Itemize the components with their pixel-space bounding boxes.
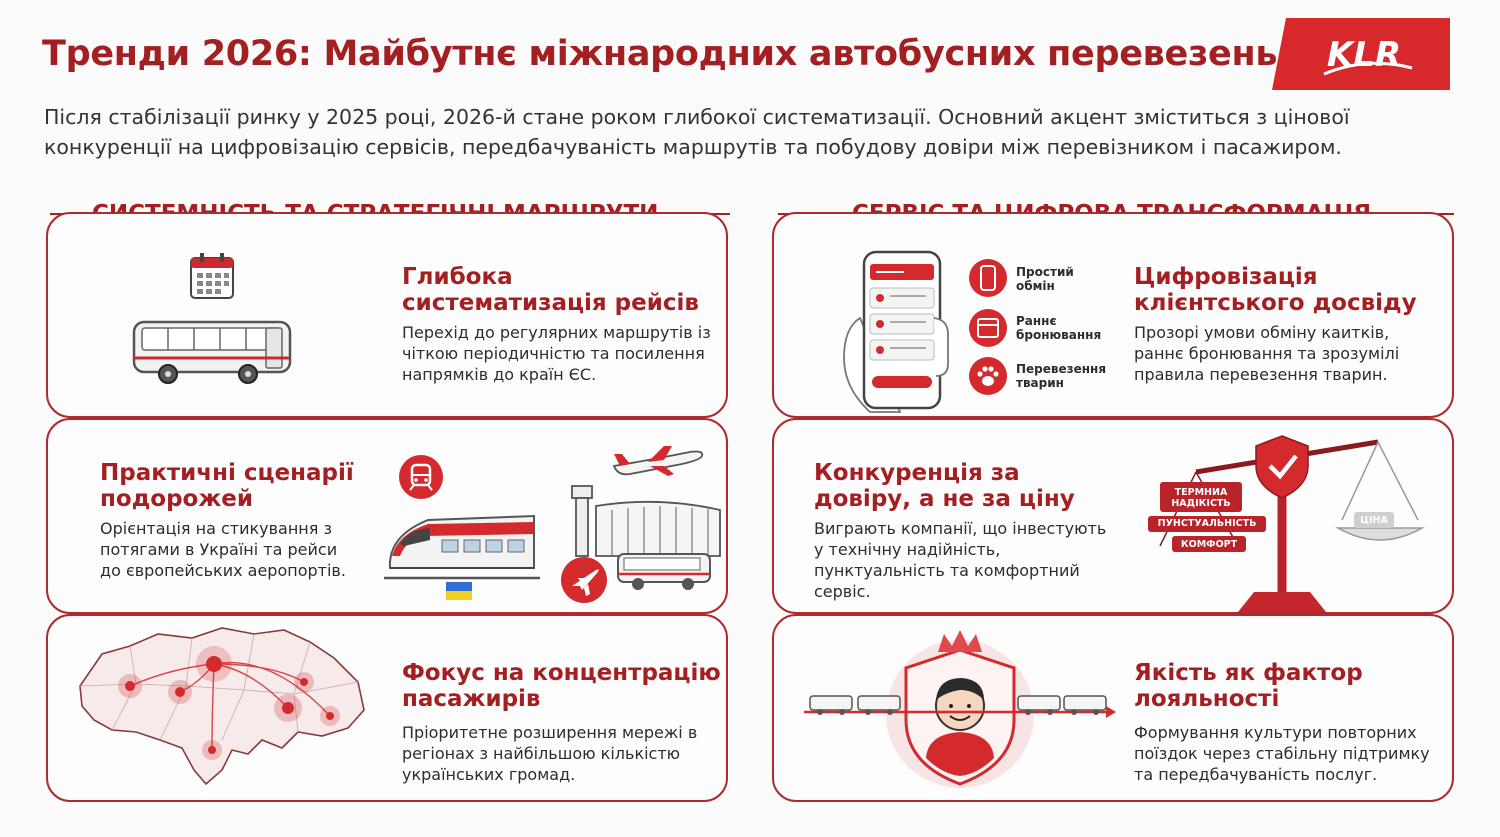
- loyalty-illustration: [800, 628, 1120, 788]
- train-badge-icon: [398, 454, 444, 500]
- card-digitalization-text: Прозорі умови обміну каитків, раннє бронювання та зрозумілі правила перевезення тварин.: [1134, 323, 1400, 384]
- scale-punctuality: ПУНСТУАЛЬНІСТЬ: [1157, 518, 1257, 529]
- smartphone-icon: [830, 248, 960, 416]
- calendar-icon: [968, 308, 1008, 348]
- card-passenger-focus-text: Пріоритетне розширення мережі в регіонах з найбільшою кількістю українських громад.: [402, 723, 698, 784]
- klr-logo: [1272, 18, 1450, 90]
- card-travel-scenarios-text: Орієнтація на стикування з потягами в Україні та рейси до європейських аеропортів.: [100, 519, 346, 580]
- intro-paragraph: Після стабілізації ринку у 2025 році, 2026-й стане роком глибокої систематизації. Основний акцент зміститься з цінової конкуренції на цифровізацію сервісів, передбачуваність маршрутів та побудову довіри між перевізником і пасажиром.: [44, 105, 1350, 159]
- bus-icon: [132, 318, 296, 384]
- page-title: Тренди 2026: Майбутнє міжнародних автобусних перевезень: [42, 34, 1278, 74]
- logo-text: KLR: [1326, 35, 1402, 75]
- card-systematization-text: Перехід до регулярних маршрутів із чіткою періодичністю та посилення напрямків до країн ЄС.: [402, 323, 711, 384]
- paw-icon: [968, 356, 1008, 396]
- airport-icon: [558, 470, 724, 556]
- train-icon: [384, 506, 542, 584]
- ukraine-map-icon: [72, 624, 368, 790]
- scale-price: ЦІНА: [1360, 515, 1388, 526]
- bus-icon: [616, 552, 714, 592]
- card-quality-loyalty-text: Формування культури повторних поїздок через стабільну підтримку та передбачуваність послуг.: [1134, 723, 1430, 784]
- card-systematization-title: Глибока систематизація рейсів: [402, 264, 699, 316]
- card-passenger-focus-title: Фокус на концентрацію пасажирів: [402, 660, 721, 712]
- scale-technical-reliability: ТЕРМНИА НАДІКІСТЬ: [1171, 487, 1231, 509]
- card-travel-scenarios-title: Практичні сценарії подорожей: [100, 460, 354, 512]
- feature-early-booking: Раннє бронювання: [1016, 314, 1102, 342]
- ukraine-flag-icon: [446, 582, 472, 600]
- feature-pet-transport: Перевезення тварин: [1016, 362, 1107, 390]
- phone-icon: [968, 258, 1008, 298]
- card-digitalization-title: Цифровізація клієнтського досвіду: [1134, 264, 1417, 316]
- plane-badge-icon: [560, 556, 608, 604]
- card-trust-competition-title: Конкуренція за довіру, а не за ціну: [814, 460, 1075, 512]
- card-quality-loyalty-title: Якість як фактор лояльності: [1134, 660, 1363, 712]
- scale-comfort: КОМФОРТ: [1180, 539, 1238, 550]
- crown-icon: [938, 630, 982, 652]
- card-trust-competition-text: Виграють компанії, що інвестують у технічну надійність, пунктуальність та комфортний сервіс.: [814, 519, 1107, 601]
- calendar-icon: [190, 252, 234, 300]
- feature-simple-exchange: Простий обмін: [1016, 265, 1074, 293]
